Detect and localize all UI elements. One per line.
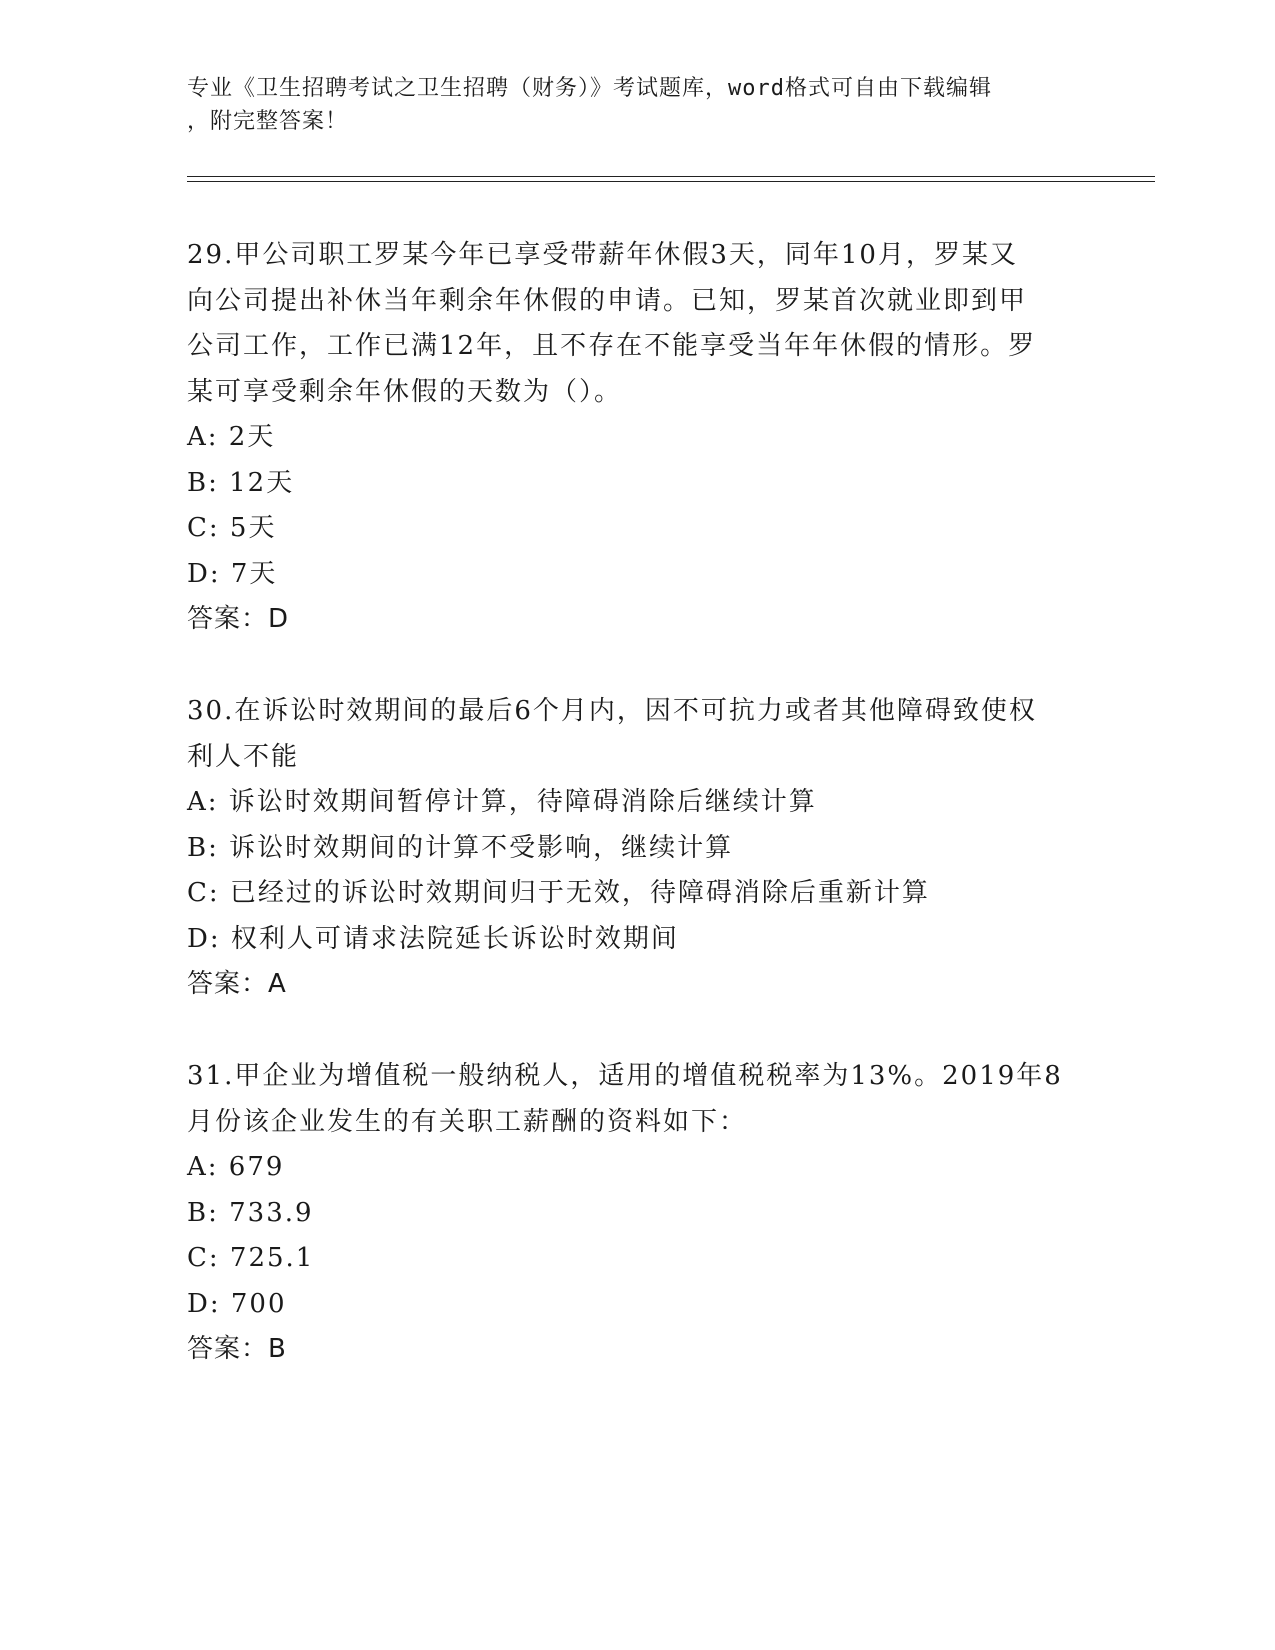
- document-header: [187, 72, 1067, 138]
- header-line-1: 专业《卫生招聘考试之卫生招聘（财务）》考试题库，word格式可自由下载编辑: [187, 76, 992, 101]
- option-b: B: 12天: [187, 467, 295, 498]
- answer-label: 答案：A: [187, 969, 287, 999]
- option-a: A: 679: [187, 1152, 285, 1182]
- header-rule-top: [187, 176, 1155, 177]
- option-a: A: 2天: [187, 422, 276, 452]
- answer-label: 答案：D: [187, 604, 290, 634]
- header-rule-bottom: [187, 181, 1155, 182]
- answer-label: 答案：B: [187, 1334, 287, 1364]
- question-30: [187, 689, 1087, 1008]
- question-stem-line: 公司工作，工作已满12年，且不存在不能享受当年年休假的情形。罗: [187, 331, 1037, 361]
- option-c: C: 725.1: [187, 1243, 315, 1273]
- question-stem-line: 30.在诉讼时效期间的最后6个月内，因不可抗力或者其他障碍致使权: [187, 696, 1037, 726]
- question-stem-line: 利人不能: [187, 741, 300, 772]
- option-d: D: 700: [187, 1288, 287, 1319]
- option-d: D: 7天: [187, 558, 278, 589]
- option-c: C: 已经过的诉讼时效期间归于无效，待障碍消除后重新计算: [187, 878, 930, 908]
- question-29: [187, 233, 1087, 643]
- question-stem-line: 31.甲企业为增值税一般纳税人，适用的增值税税率为13%。2019年8: [187, 1061, 1063, 1091]
- header-line-2: ，附完整答案！: [187, 109, 349, 134]
- option-b: B: 733.9: [187, 1197, 314, 1228]
- option-a: A: 诉讼时效期间暂停计算，待障碍消除后继续计算: [187, 787, 817, 817]
- question-stem-line: 月份该企业发生的有关职工薪酬的资料如下：: [187, 1106, 748, 1137]
- question-stem-line: 某可享受剩余年休假的天数为（）。: [187, 376, 623, 407]
- question-stem-line: 29.甲公司职工罗某今年已享受带薪年休假3天，同年10月，罗某又: [187, 240, 1018, 270]
- option-b: B: 诉讼时效期间的计算不受影响，继续计算: [187, 832, 734, 863]
- question-stem-line: 向公司提出补休当年剩余年休假的申请。已知，罗某首次就业即到甲: [187, 285, 1028, 316]
- question-31: [187, 1054, 1087, 1373]
- option-c: C: 5天: [187, 513, 277, 543]
- option-d: D: 权利人可请求法院延长诉讼时效期间: [187, 923, 679, 954]
